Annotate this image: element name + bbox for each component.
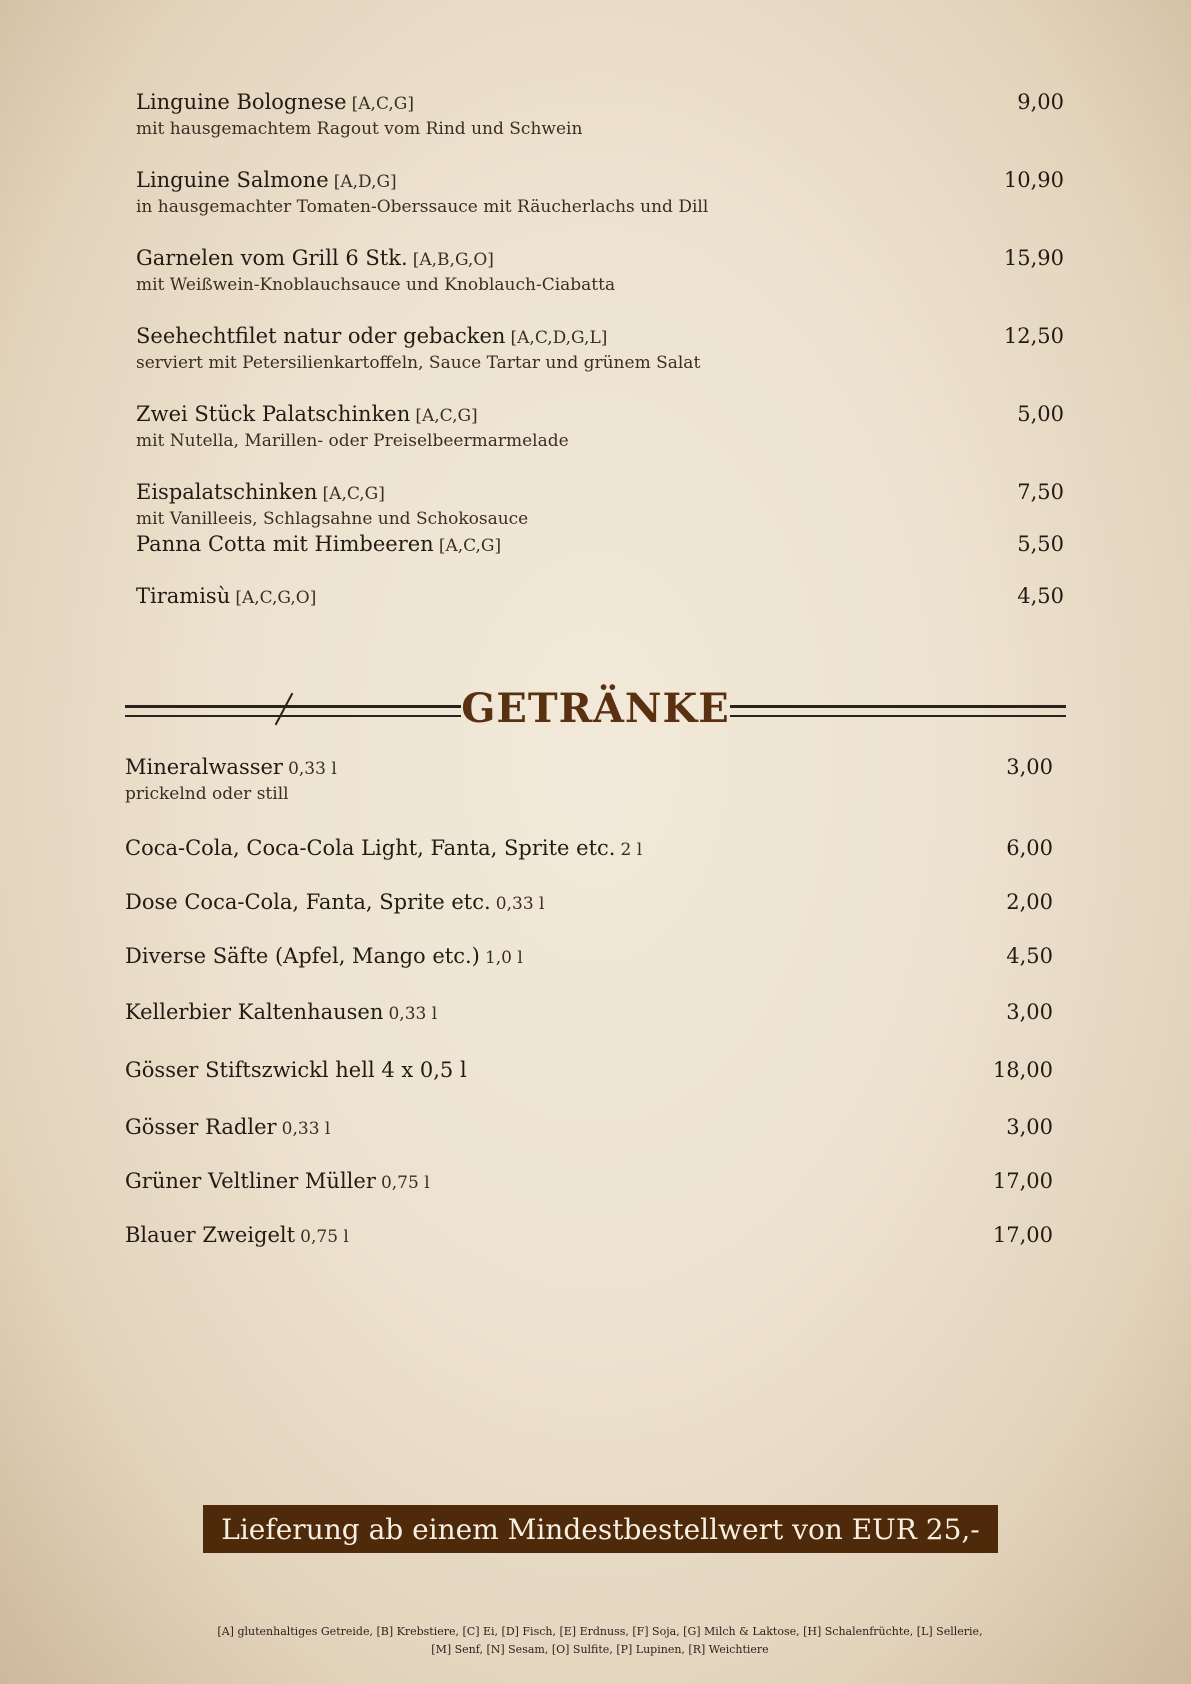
- item-allergens: [A,B,G,O]: [412, 250, 494, 270]
- drink-item: [125, 944, 1053, 968]
- item-price: 10,90: [1003, 168, 1064, 192]
- item-name: Panna Cotta mit Himbeeren: [136, 532, 434, 556]
- item-price: 17,00: [992, 1169, 1053, 1193]
- item-name: Blauer Zweigelt: [125, 1223, 296, 1247]
- menu-item: [136, 402, 1064, 451]
- menu-item: [136, 168, 1064, 217]
- menu-item: [136, 90, 1064, 139]
- item-name: Grüner Veltliner Müller: [125, 1169, 376, 1193]
- item-allergens: [A,C,G,O]: [235, 588, 317, 608]
- item-name: Linguine Salmone: [136, 168, 329, 192]
- item-name: Dose Coca-Cola, Fanta, Sprite etc.: [125, 890, 491, 914]
- menu-item: [136, 246, 1064, 295]
- drink-item: [125, 836, 1053, 860]
- drink-item: [125, 890, 1053, 914]
- item-price: 2,00: [1006, 890, 1053, 914]
- item-description: mit Weißwein-Knoblauchsauce und Knoblauch-Ciabatta: [136, 275, 616, 295]
- item-description: mit Vanilleeis, Schlagsahne und Schokosauce: [136, 509, 529, 529]
- item-allergens: [A,D,G]: [333, 172, 397, 192]
- item-name: Tiramisù: [136, 584, 231, 608]
- item-volume: 0,75 l: [300, 1227, 349, 1247]
- drink-item: [125, 755, 1053, 804]
- item-description: in hausgemachter Tomaten-Oberssauce mit Räucherlachs und Dill: [136, 197, 709, 217]
- item-price: 3,00: [1006, 1000, 1053, 1024]
- item-price: 7,50: [1017, 480, 1064, 504]
- item-name: Diverse Säfte (Apfel, Mango etc.): [125, 944, 480, 968]
- item-name: Gösser Radler: [125, 1115, 277, 1139]
- item-name: Seehechtfilet natur oder gebacken: [136, 324, 506, 348]
- item-volume: 0,33 l: [288, 759, 337, 779]
- item-description: prickelnd oder still: [125, 784, 289, 804]
- item-allergens: [A,C,G]: [415, 406, 478, 426]
- item-name: Eispalatschinken: [136, 480, 318, 504]
- item-price: 3,00: [1006, 755, 1053, 779]
- drink-item: [125, 1169, 1053, 1193]
- item-allergens: [A,C,G]: [322, 484, 385, 504]
- item-volume: 0,33 l: [281, 1119, 331, 1139]
- item-price: 18,00: [992, 1058, 1053, 1082]
- item-name: Kellerbier Kaltenhausen: [125, 1000, 384, 1024]
- item-description: serviert mit Petersilienkartoffeln, Sauce Tartar und grünem Salat: [136, 353, 701, 373]
- delivery-banner: Lieferung ab einem Mindestbestellwert von EUR 25,-: [203, 1505, 998, 1553]
- item-price: 4,50: [1017, 584, 1064, 608]
- item-volume: 0,75 l: [380, 1173, 430, 1193]
- item-allergens: [A,C,D,G,L]: [510, 328, 608, 348]
- item-name: Coca-Cola, Coca-Cola Light, Fanta, Sprite etc.: [125, 836, 616, 860]
- item-name: Garnelen vom Grill 6 Stk.: [136, 246, 408, 270]
- drink-item: [125, 1058, 1053, 1082]
- divider-rule-right: [730, 705, 1066, 717]
- item-price: 5,00: [1017, 402, 1064, 426]
- item-name: Gösser Stiftszwickl hell 4 x 0,5 l: [125, 1058, 467, 1082]
- item-volume: 0,33 l: [495, 894, 545, 914]
- item-description: mit hausgemachtem Ragout vom Rind und Schwein: [136, 119, 583, 139]
- item-volume: 2 l: [620, 840, 643, 860]
- item-name: Mineralwasser: [125, 755, 283, 779]
- allergen-legend-line: [M] Senf, [N] Sesam, [O] Sulfite, [P] Lupinen, [R] Weichtiere: [431, 1643, 769, 1656]
- item-volume: 0,33 l: [388, 1004, 438, 1024]
- drink-item: [125, 1000, 1053, 1024]
- item-price: 6,00: [1006, 836, 1053, 860]
- item-allergens: [A,C,G]: [438, 536, 502, 556]
- drinks-section-header: [125, 683, 1066, 733]
- item-name: Zwei Stück Palatschinken: [136, 402, 411, 426]
- drink-item: [125, 1223, 1053, 1247]
- item-price: 9,00: [1017, 90, 1064, 114]
- menu-item: [136, 532, 1064, 556]
- item-price: 12,50: [1003, 324, 1064, 348]
- drink-item: [125, 1115, 1053, 1139]
- allergen-legend-line: [A] glutenhaltiges Getreide, [B] Krebstiere, [C] Ei, [D] Fisch, [E] Erdnuss, [F] Soja, [G] Milch & Laktose, [H] Schalenfrüchte, [L] Sellerie,: [217, 1625, 983, 1638]
- menu-item: [136, 584, 1064, 608]
- item-price: 15,90: [1003, 246, 1064, 270]
- item-name: Linguine Bolognese: [136, 90, 347, 114]
- item-price: 4,50: [1006, 944, 1053, 968]
- item-volume: 1,0 l: [484, 948, 523, 968]
- item-price: 3,00: [1006, 1115, 1053, 1139]
- section-title: GETRÄNKE: [461, 685, 730, 732]
- item-price: 17,00: [992, 1223, 1053, 1247]
- item-allergens: [A,C,G]: [351, 94, 414, 114]
- menu-item: [136, 324, 1064, 373]
- item-description: mit Nutella, Marillen- oder Preiselbeermarmelade: [136, 431, 569, 451]
- allergen-legend: [200, 1623, 1000, 1659]
- item-price: 5,50: [1017, 532, 1064, 556]
- menu-item: [136, 480, 1064, 529]
